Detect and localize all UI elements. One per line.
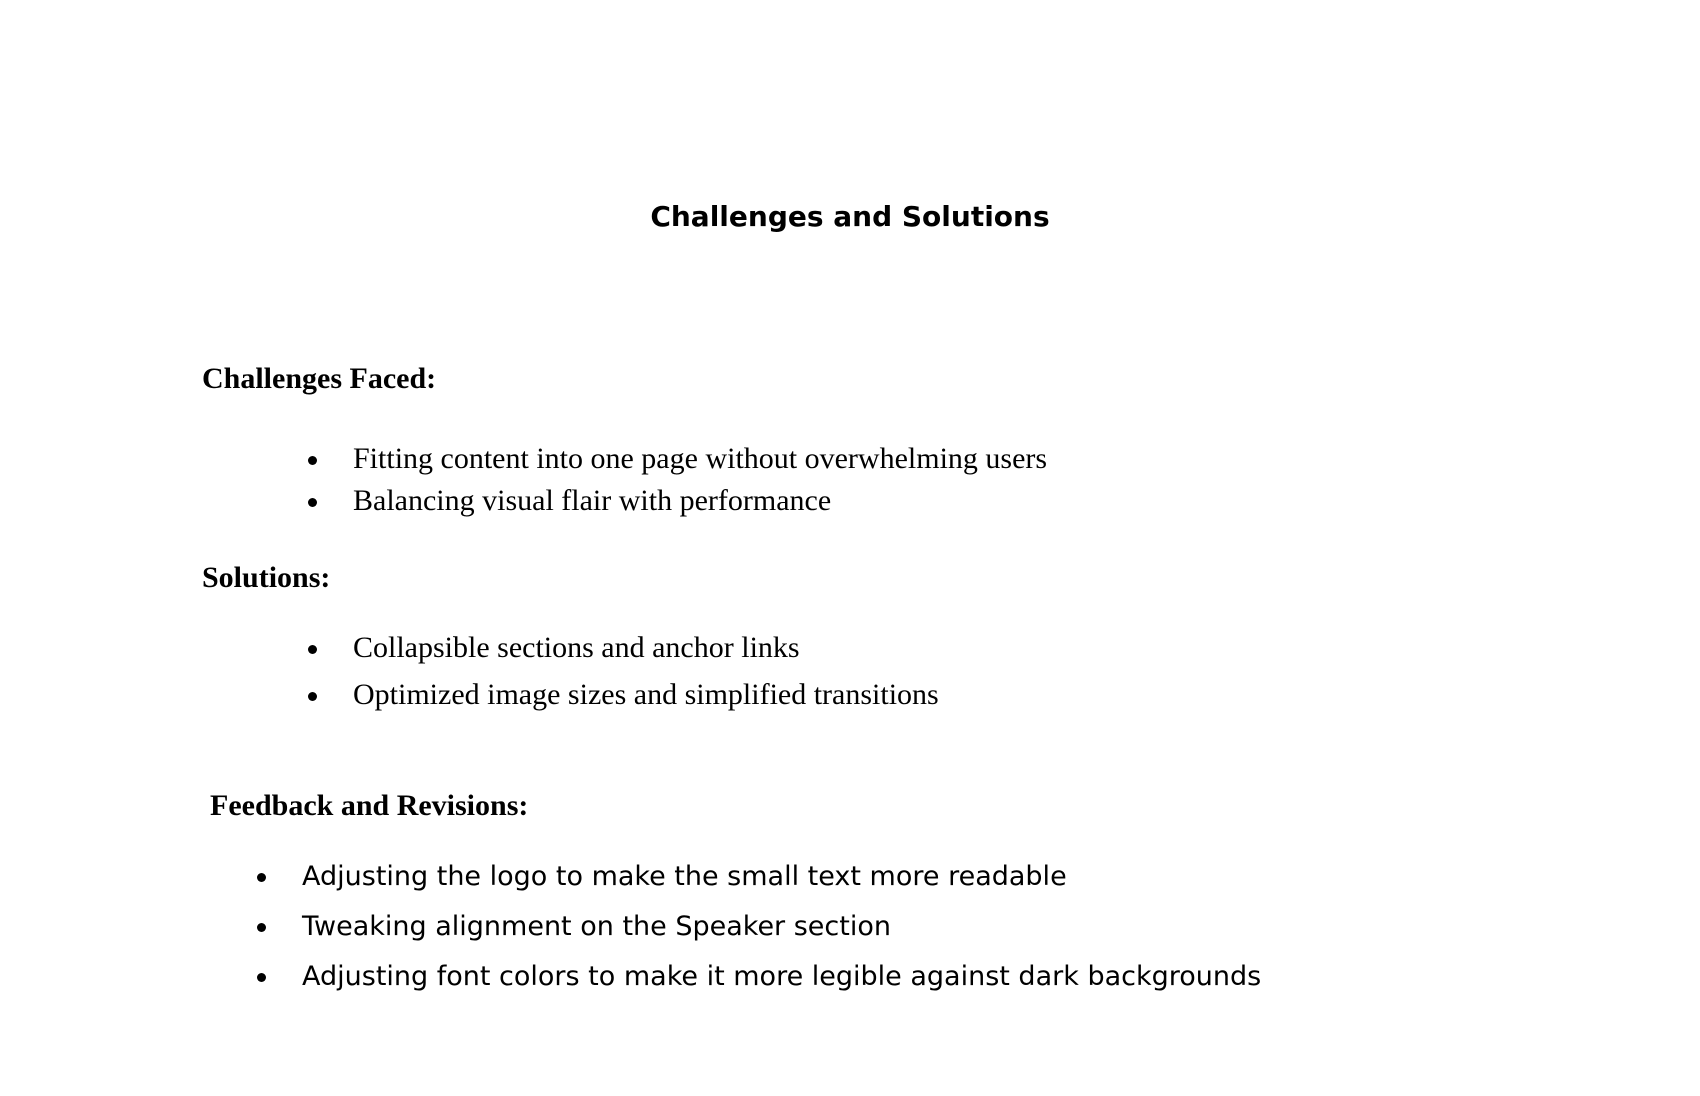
bullet-icon [257,973,266,982]
section-heading-challenges: Challenges Faced: [202,362,437,395]
bullet-icon [308,692,317,701]
list-item [302,902,1261,952]
list-item-text: Fitting content into one page without overwhelming users [353,442,1048,475]
list-item-text: Optimized image sizes and simplified transitions [353,678,939,711]
list-item [353,674,939,716]
list-item-text: Adjusting font colors to make it more legible against dark backgrounds [302,961,1262,992]
list-item [353,627,939,674]
list-item-text: Tweaking alignment on the Speaker section [302,911,891,942]
bullet-icon [257,873,266,882]
bullet-icon [308,498,317,507]
bullet-icon [257,923,266,932]
feedback-list [302,852,1261,1002]
section-heading-feedback: Feedback and Revisions: [210,789,529,822]
list-item [302,852,1261,902]
list-item-text: Balancing visual flair with performance [353,484,832,517]
list-item [353,480,1047,522]
bullet-icon [308,645,317,654]
section-heading-solutions: Solutions: [202,561,331,594]
list-item-text: Adjusting the logo to make the small text more readable [302,861,1067,892]
list-item [353,438,1047,480]
solutions-list [353,627,939,716]
list-item-text: Collapsible sections and anchor links [353,631,800,664]
challenges-list [353,438,1047,522]
bullet-icon [308,456,317,465]
page-title-text: Challenges and Solutions [650,200,1050,233]
page-title [0,200,1700,234]
list-item [302,952,1261,1002]
